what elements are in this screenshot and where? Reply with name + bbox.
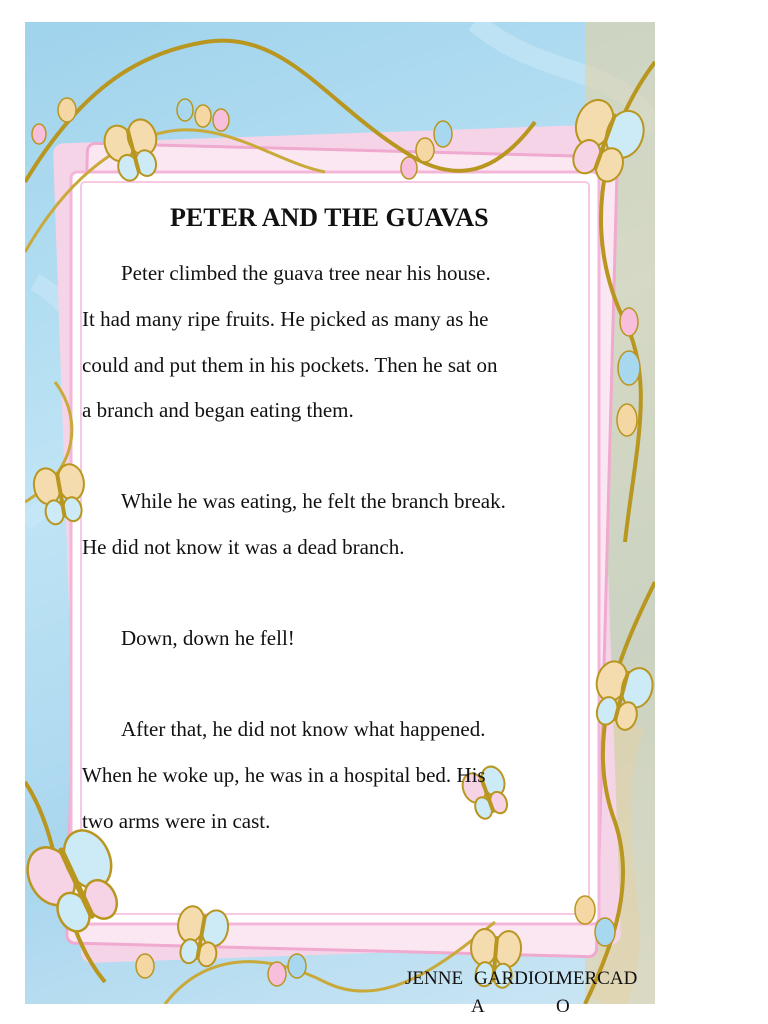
paragraph-line: two arms were in cast. [82,809,271,833]
paragraph-line: He did not know it was a dead branch. [82,535,405,559]
credit-first-name-wrap: A [471,996,485,1017]
paragraph-line: While he was eating, he felt the branch break. [121,489,506,513]
paragraph-line: It had many ripe fruits. He picked as many as he [82,307,489,331]
credit-last-name: MERCAD [556,968,638,989]
credit-last-name-wrap: O [556,996,570,1017]
paragraph-line: When he woke up, he was in a hospital bed. His [82,763,486,787]
credit-middle-name: GARDIOL [474,968,560,989]
paragraph-line: could and put them in his pockets. Then he sat on [82,353,498,377]
paragraph-line: a branch and began eating them. [82,398,354,422]
page-title: PETER AND THE GUAVAS [170,203,489,232]
credit-first-name: JENNE [405,968,464,989]
paragraph-line: After that, he did not know what happened. [121,717,486,741]
paragraph-line: Down, down he fell! [121,626,295,650]
paragraph-line: Peter climbed the guava tree near his house. [121,261,491,285]
